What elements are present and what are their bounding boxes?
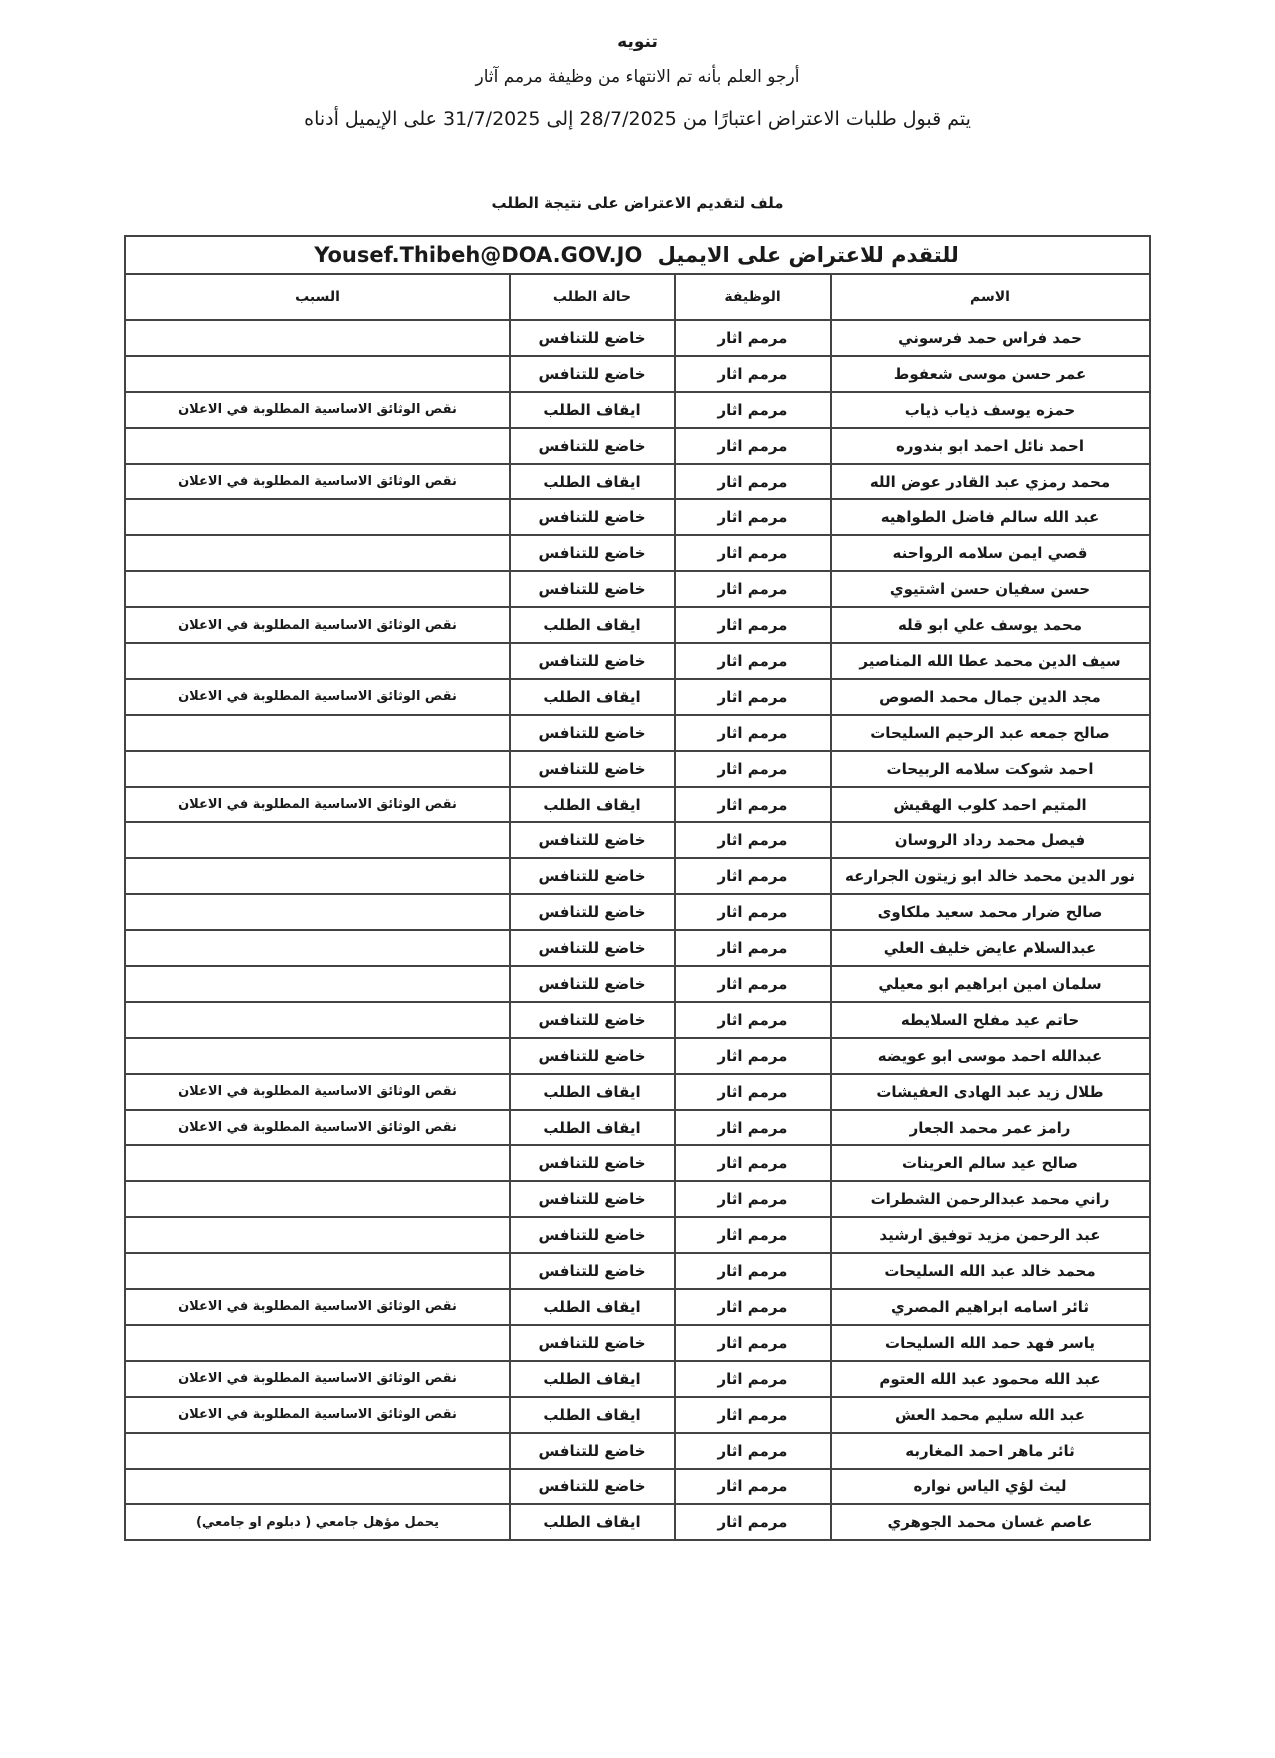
email-banner-cell <box>125 236 1149 274</box>
application-status-cell: خاضع للتنافس <box>510 858 675 894</box>
table-row <box>125 787 1149 823</box>
application-status-cell: ايقاف الطلب <box>510 1397 675 1433</box>
application-status-cell: خاضع للتنافس <box>510 356 675 392</box>
notice-title: تنويه <box>617 32 658 52</box>
applicant-name-cell: عبد الرحمن مزيد توفيق ارشيد <box>831 1217 1150 1253</box>
table-row <box>125 535 1149 571</box>
position-cell: مرمم اثار <box>675 1361 831 1397</box>
reason-cell: نقص الوثائق الاساسية المطلوبة في الاعلان <box>125 1289 509 1325</box>
applicant-name-cell: محمد خالد عبد الله السليحات <box>831 1253 1150 1289</box>
position-cell: مرمم اثار <box>675 822 831 858</box>
position-cell: مرمم اثار <box>675 1469 831 1505</box>
email-banner-label: للتقدم للاعتراض على الايميل <box>657 243 959 267</box>
applicant-name-cell: عبد الله سليم محمد العش <box>831 1397 1150 1433</box>
reason-cell: نقص الوثائق الاساسية المطلوبة في الاعلان <box>125 1110 509 1146</box>
position-cell: مرمم اثار <box>675 1110 831 1146</box>
applicant-name-cell: المتيم احمد كلوب الهقيش <box>831 787 1150 823</box>
table-row <box>125 966 1149 1002</box>
application-status-cell: خاضع للتنافس <box>510 571 675 607</box>
table-row <box>125 571 1149 607</box>
column-header-name: الاسم <box>831 274 1150 320</box>
position-cell: مرمم اثار <box>675 535 831 571</box>
application-status-cell: خاضع للتنافس <box>510 499 675 535</box>
applicant-name-cell: سيف الدين محمد عطا الله المناصير <box>831 643 1150 679</box>
position-cell: مرمم اثار <box>675 1002 831 1038</box>
application-status-cell: خاضع للتنافس <box>510 894 675 930</box>
reason-cell: نقص الوثائق الاساسية المطلوبة في الاعلان <box>125 607 509 643</box>
table-row <box>125 1253 1149 1289</box>
applicant-name-cell: عبدالله احمد موسى ابو عويضه <box>831 1038 1150 1074</box>
reason-cell <box>125 1217 509 1253</box>
applicant-name-cell: حاتم عيد مفلح السلايطه <box>831 1002 1150 1038</box>
application-status-cell: ايقاف الطلب <box>510 607 675 643</box>
table-row <box>125 428 1149 464</box>
reason-cell <box>125 1002 509 1038</box>
applicant-name-cell: عبد الله محمود عبد الله العتوم <box>831 1361 1150 1397</box>
reason-cell: يحمل مؤهل جامعي ( دبلوم او جامعي) <box>125 1504 509 1540</box>
applicant-name-cell: طلال زيد عبد الهادى العفيشات <box>831 1074 1150 1110</box>
applicant-name-cell: عمر حسن موسى شعفوط <box>831 356 1150 392</box>
applicant-name-cell: صالح جمعه عبد الرحيم السليحات <box>831 715 1150 751</box>
application-status-cell: ايقاف الطلب <box>510 392 675 428</box>
table-row <box>125 392 1149 428</box>
application-status-cell: ايقاف الطلب <box>510 1110 675 1146</box>
applicant-name-cell: عبدالسلام عايض خليف العلي <box>831 930 1150 966</box>
table-row <box>125 1145 1149 1181</box>
position-cell: مرمم اثار <box>675 930 831 966</box>
table-row <box>125 751 1149 787</box>
reason-cell <box>125 1145 509 1181</box>
application-status-cell: ايقاف الطلب <box>510 1074 675 1110</box>
application-status-cell: خاضع للتنافس <box>510 751 675 787</box>
notice-line-objection-dates: يتم قبول طلبات الاعتراض اعتبارًا من 28/7/2025 إلى 31/7/2025 على الإيميل أدناه <box>304 108 971 130</box>
position-cell: مرمم اثار <box>675 1181 831 1217</box>
reason-cell <box>125 751 509 787</box>
application-status-cell: خاضع للتنافس <box>510 1181 675 1217</box>
table-row <box>125 1002 1149 1038</box>
table-row <box>125 1469 1149 1505</box>
position-cell: مرمم اثار <box>675 858 831 894</box>
column-header-reason: السبب <box>125 274 509 320</box>
table-row <box>125 894 1149 930</box>
applicant-name-cell: قصي ايمن سلامه الرواحنه <box>831 535 1150 571</box>
applicant-name-cell: ياسر فهد حمد الله السليحات <box>831 1325 1150 1361</box>
table-row <box>125 1504 1149 1540</box>
application-status-cell: خاضع للتنافس <box>510 428 675 464</box>
application-status-cell: خاضع للتنافس <box>510 715 675 751</box>
position-cell: مرمم اثار <box>675 1397 831 1433</box>
reason-cell: نقص الوثائق الاساسية المطلوبة في الاعلان <box>125 392 509 428</box>
position-cell: مرمم اثار <box>675 1253 831 1289</box>
table-body <box>125 320 1149 1540</box>
page-subtitle: ملف لتقديم الاعتراض على نتيجة الطلب <box>491 194 784 212</box>
table-row <box>125 320 1149 356</box>
reason-cell: نقص الوثائق الاساسية المطلوبة في الاعلان <box>125 1074 509 1110</box>
notice-block <box>0 0 1275 130</box>
position-cell: مرمم اثار <box>675 464 831 500</box>
applicant-name-cell: ثائر ماهر احمد المغاربه <box>831 1433 1150 1469</box>
applicant-name-cell: راني محمد عبدالرحمن الشطرات <box>831 1181 1150 1217</box>
table-row <box>125 1397 1149 1433</box>
table-row <box>125 464 1149 500</box>
table-row <box>125 643 1149 679</box>
application-status-cell: خاضع للتنافس <box>510 1433 675 1469</box>
position-cell: مرمم اثار <box>675 1325 831 1361</box>
applicant-name-cell: صالح عيد سالم العرينات <box>831 1145 1150 1181</box>
application-status-cell: خاضع للتنافس <box>510 966 675 1002</box>
application-status-cell: خاضع للتنافس <box>510 1253 675 1289</box>
position-cell: مرمم اثار <box>675 1038 831 1074</box>
application-status-cell: ايقاف الطلب <box>510 1361 675 1397</box>
reason-cell <box>125 356 509 392</box>
applicant-name-cell: صالح ضرار محمد سعيد ملكاوى <box>831 894 1150 930</box>
reason-cell <box>125 1469 509 1505</box>
table-row <box>125 1433 1149 1469</box>
column-header-position: الوظيفة <box>675 274 831 320</box>
reason-cell: نقص الوثائق الاساسية المطلوبة في الاعلان <box>125 787 509 823</box>
position-cell: مرمم اثار <box>675 751 831 787</box>
application-status-cell: خاضع للتنافس <box>510 1038 675 1074</box>
position-cell: مرمم اثار <box>675 1433 831 1469</box>
position-cell: مرمم اثار <box>675 1145 831 1181</box>
application-status-cell: خاضع للتنافس <box>510 535 675 571</box>
table-row <box>125 499 1149 535</box>
table-row <box>125 858 1149 894</box>
position-cell: مرمم اثار <box>675 1504 831 1540</box>
reason-cell <box>125 858 509 894</box>
application-status-cell: خاضع للتنافس <box>510 1002 675 1038</box>
applicant-name-cell: احمد شوكت سلامه الربيحات <box>831 751 1150 787</box>
application-status-cell: خاضع للتنافس <box>510 822 675 858</box>
position-cell: مرمم اثار <box>675 894 831 930</box>
table-row <box>125 1217 1149 1253</box>
position-cell: مرمم اثار <box>675 320 831 356</box>
table-row <box>125 1181 1149 1217</box>
application-status-cell: ايقاف الطلب <box>510 679 675 715</box>
reason-cell: نقص الوثائق الاساسية المطلوبة في الاعلان <box>125 1397 509 1433</box>
table-row <box>125 822 1149 858</box>
application-status-cell: خاضع للتنافس <box>510 930 675 966</box>
reason-cell <box>125 571 509 607</box>
application-status-cell: خاضع للتنافس <box>510 320 675 356</box>
applicant-name-cell: حسن سفيان حسن اشتيوي <box>831 571 1150 607</box>
applicant-name-cell: عاصم غسان محمد الجوهري <box>831 1504 1150 1540</box>
applicant-name-cell: حمد فراس حمد فرسوني <box>831 320 1150 356</box>
application-status-cell: ايقاف الطلب <box>510 1504 675 1540</box>
reason-cell <box>125 428 509 464</box>
position-cell: مرمم اثار <box>675 428 831 464</box>
reason-cell <box>125 499 509 535</box>
applicant-name-cell: فيصل محمد رداد الروسان <box>831 822 1150 858</box>
position-cell: مرمم اثار <box>675 392 831 428</box>
position-cell: مرمم اثار <box>675 1289 831 1325</box>
notice-line-completion: أرجو العلم بأنه تم الانتهاء من وظيفة مرمم آثار <box>475 67 800 87</box>
applicant-name-cell: مجد الدين جمال محمد الصوص <box>831 679 1150 715</box>
position-cell: مرمم اثار <box>675 356 831 392</box>
reason-cell <box>125 320 509 356</box>
reason-cell <box>125 1038 509 1074</box>
position-cell: مرمم اثار <box>675 571 831 607</box>
applicant-name-cell: نور الدين محمد خالد ابو زيتون الجرارعه <box>831 858 1150 894</box>
application-status-cell: خاضع للتنافس <box>510 1325 675 1361</box>
position-cell: مرمم اثار <box>675 1074 831 1110</box>
email-banner-row <box>125 236 1149 274</box>
reason-cell <box>125 535 509 571</box>
table-row <box>125 930 1149 966</box>
objection-email-address: Yousef.Thibeh@DOA.GOV.JO <box>314 243 643 267</box>
column-header-status: حالة الطلب <box>510 274 675 320</box>
table-row <box>125 679 1149 715</box>
reason-cell <box>125 643 509 679</box>
reason-cell <box>125 1253 509 1289</box>
reason-cell <box>125 822 509 858</box>
position-cell: مرمم اثار <box>675 499 831 535</box>
applicant-name-cell: احمد نائل احمد ابو بندوره <box>831 428 1150 464</box>
table-row <box>125 1110 1149 1146</box>
reason-cell <box>125 1433 509 1469</box>
reason-cell <box>125 930 509 966</box>
reason-cell: نقص الوثائق الاساسية المطلوبة في الاعلان <box>125 679 509 715</box>
position-cell: مرمم اثار <box>675 787 831 823</box>
applicant-name-cell: رامز عمر محمد الجعار <box>831 1110 1150 1146</box>
position-cell: مرمم اثار <box>675 679 831 715</box>
table-row <box>125 1289 1149 1325</box>
table-row <box>125 1038 1149 1074</box>
table-row <box>125 1361 1149 1397</box>
position-cell: مرمم اثار <box>675 966 831 1002</box>
position-cell: مرمم اثار <box>675 715 831 751</box>
reason-cell <box>125 1181 509 1217</box>
reason-cell <box>125 1325 509 1361</box>
reason-cell: نقص الوثائق الاساسية المطلوبة في الاعلان <box>125 1361 509 1397</box>
table-head-area <box>125 236 1149 320</box>
reason-cell: نقص الوثائق الاساسية المطلوبة في الاعلان <box>125 464 509 500</box>
applicant-name-cell: محمد يوسف علي ابو قله <box>831 607 1150 643</box>
objection-results-table <box>124 235 1150 1541</box>
application-status-cell: خاضع للتنافس <box>510 1145 675 1181</box>
applicant-name-cell: عبد الله سالم فاضل الطواهيه <box>831 499 1150 535</box>
application-status-cell: ايقاف الطلب <box>510 787 675 823</box>
application-status-cell: ايقاف الطلب <box>510 1289 675 1325</box>
applicant-name-cell: محمد رمزي عبد القادر عوض الله <box>831 464 1150 500</box>
reason-cell <box>125 894 509 930</box>
table-row <box>125 607 1149 643</box>
applicant-name-cell: سلمان امين ابراهيم ابو معيلي <box>831 966 1150 1002</box>
application-status-cell: ايقاف الطلب <box>510 464 675 500</box>
application-status-cell: خاضع للتنافس <box>510 1217 675 1253</box>
table-row <box>125 715 1149 751</box>
applicant-name-cell: ثائر اسامه ابراهيم المصري <box>831 1289 1150 1325</box>
table-header-row <box>125 274 1149 320</box>
table-row <box>125 356 1149 392</box>
application-status-cell: خاضع للتنافس <box>510 643 675 679</box>
position-cell: مرمم اثار <box>675 1217 831 1253</box>
table-row <box>125 1325 1149 1361</box>
position-cell: مرمم اثار <box>675 643 831 679</box>
application-status-cell: خاضع للتنافس <box>510 1469 675 1505</box>
applicant-name-cell: ليث لؤي الياس نواره <box>831 1469 1150 1505</box>
reason-cell <box>125 715 509 751</box>
position-cell: مرمم اثار <box>675 607 831 643</box>
applicant-name-cell: حمزه يوسف ذياب ذياب <box>831 392 1150 428</box>
table-row <box>125 1074 1149 1110</box>
reason-cell <box>125 966 509 1002</box>
